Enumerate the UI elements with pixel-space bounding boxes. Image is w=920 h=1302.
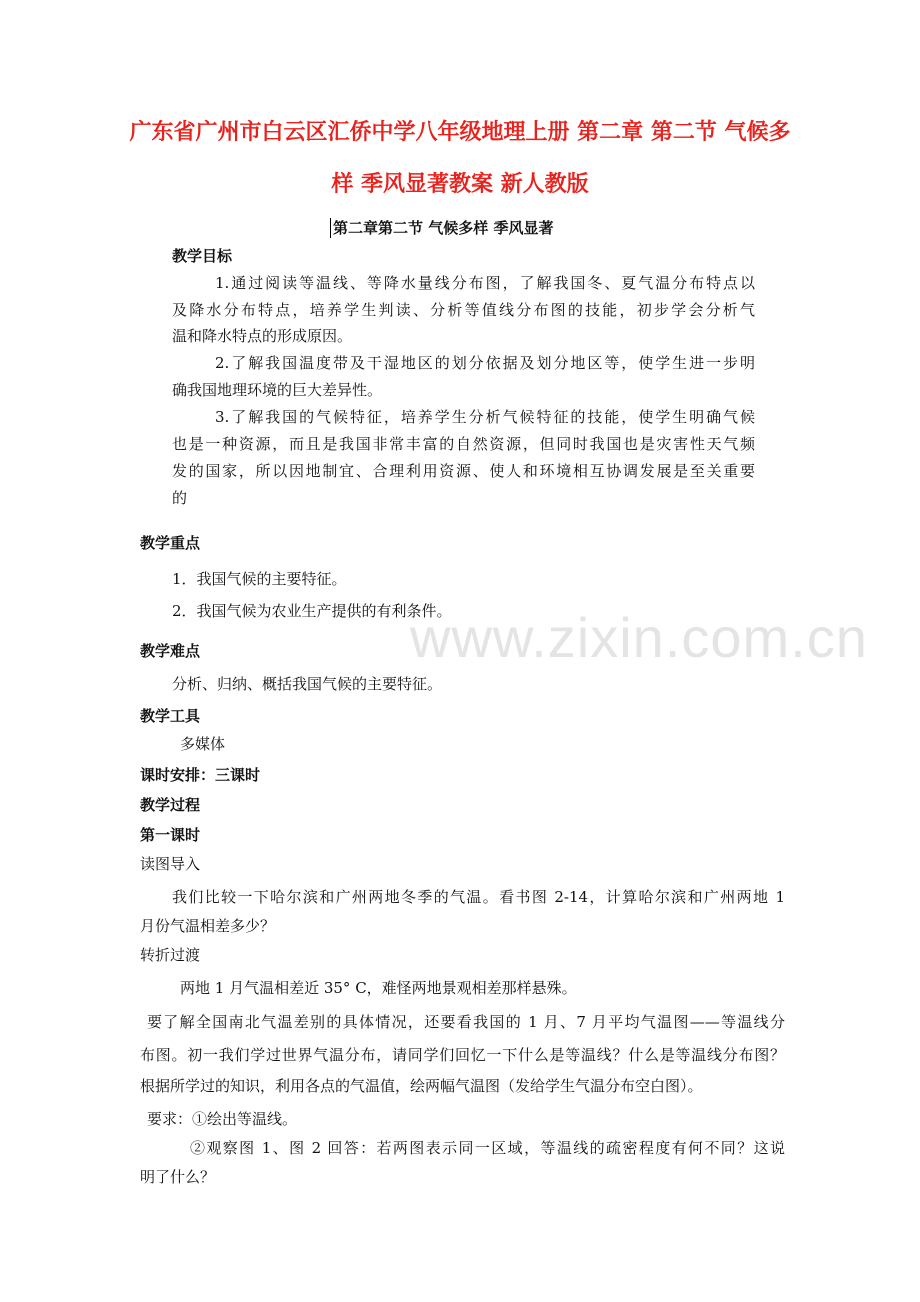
key-point-item: 2．我国气候为农业生产提供的有利条件。 (172, 602, 452, 620)
document-title-line2: 样 季风显著教案 新人教版 (331, 172, 589, 197)
schedule: 课时安排：三课时 (140, 766, 261, 784)
key-point-item: 1．我国气候的主要特征。 (172, 570, 347, 588)
goal-line: 2.了解我国温度带及干湿地区的划分依据及划分地区等，使学生进一步明 (215, 354, 755, 372)
lesson-heading: 第一课时 (140, 826, 201, 844)
watermark: www.zixin.com.cn (410, 606, 868, 669)
transition-line: 要求：①绘出等温线。 (147, 1110, 298, 1128)
goal-line: 的 (172, 489, 188, 507)
goal-line: 也是一种资源，而且是我国非常丰富的自然资源，但同时我国也是灾害性天气频 (172, 435, 755, 453)
intro-line: 月份气温相差多少？ (140, 917, 276, 935)
goal-line: 1.通过阅读等温线、等降水量线分布图，了解我国冬、夏气温分布特点以 (215, 274, 755, 292)
goal-line: 温和降水特点的形成原因。 (172, 327, 353, 345)
intro-heading: 读图导入 (140, 855, 201, 873)
difficulties-heading: 教学难点 (140, 642, 201, 660)
transition-line: 布图。初一我们学过世界气温分布，请同学们回忆一下什么是等温线？什么是等温线分布图？ (140, 1046, 785, 1064)
goal-line: 发的国家，所以因地制宜、合理利用资源、使人和环境相互协调发展是至关重要 (172, 462, 755, 480)
intro-line: 我们比较一下哈尔滨和广州两地冬季的气温。看书图 2-14，计算哈尔滨和广州两地 1 (172, 888, 785, 906)
goal-line: 3.了解我国的气候特征，培养学生分析气候特征的技能，使学生明确气候 (215, 408, 755, 426)
goal-line: 及降水分布特点，培养学生判读、分析等值线分布图的技能，初步学会分析气 (172, 301, 755, 319)
transition-line: 明了什么？ (140, 1168, 216, 1186)
transition-line: ②观察图 1、图 2 回答：若两图表示同一区域，等温线的疏密程度有何不同？这说 (190, 1139, 785, 1157)
goals-heading: 教学目标 (172, 247, 233, 265)
tools-text: 多媒体 (180, 735, 226, 753)
transition-heading: 转折过渡 (140, 946, 201, 964)
goal-line: 确我国地理环境的巨大差异性。 (172, 381, 383, 399)
transition-line: 两地 1 月气温相差近 35° C，难怪两地景观相差那样悬殊。 (180, 979, 577, 997)
document-title-line1: 广东省广州市白云区汇侨中学八年级地理上册 第二章 第二节 气候多 (129, 120, 791, 145)
process-heading: 教学过程 (140, 796, 201, 814)
key-points-heading: 教学重点 (140, 534, 201, 552)
transition-line: 根据所学过的知识，利用各点的气温值，绘两幅气温图（发给学生气温分布空白图）。 (140, 1077, 703, 1095)
transition-line: 要了解全国南北气温差别的具体情况，还要看我国的 1 月、7 月平均气温图——等温线分 (147, 1013, 785, 1031)
section-subtitle: 第二章第二节 气候多样 季风显著 (330, 218, 553, 238)
tools-heading: 教学工具 (140, 707, 201, 725)
difficulties-text: 分析、归纳、概括我国气候的主要特征。 (172, 675, 443, 693)
